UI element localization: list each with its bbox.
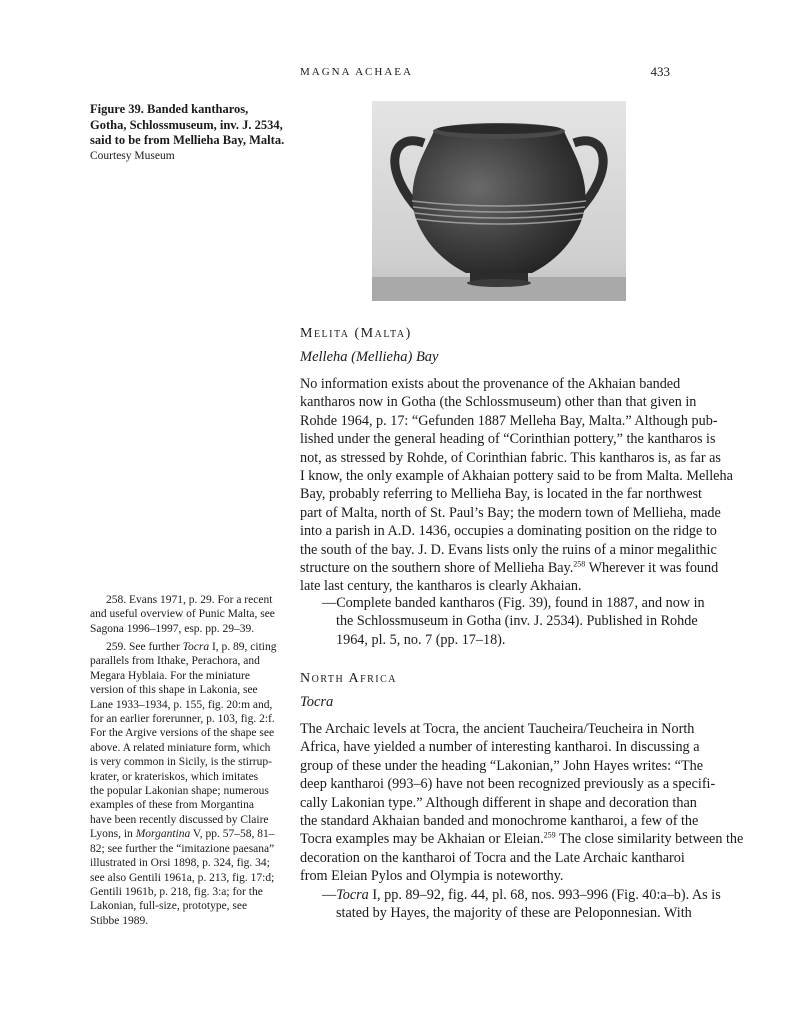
text-line: decoration on the kantharoi of Tocra and the Late Archaic kantharoi (300, 849, 685, 866)
running-head: MAGNA ACHAEA (300, 66, 413, 78)
text-line: Rohde 1964, p. 17: “Gefunden 1887 Melleha Bay, Malta.” Although pub- (300, 412, 718, 429)
text-segment: Lyons, in (90, 828, 136, 841)
footnote-line: illustrated in Orsi 1898, p. 324, fig. 34; (90, 857, 270, 870)
figure-credit: Courtesy Museum (90, 149, 175, 162)
text-segment: structure on the southern shore of Mellieha Bay. (300, 560, 574, 577)
subheading-melleha-bay: Melleha (Mellieha) Bay (300, 349, 439, 365)
text-line: the standard Akhaian banded and monochrome kantharoi, a few of the (300, 813, 699, 830)
footnote-line: parallels from Ithake, Perachora, and (90, 655, 260, 668)
footnote-ref-259[interactable]: 259 (543, 830, 556, 840)
text-line: No information exists about the provenance of the Akhaian banded (300, 376, 681, 392)
text-segment: I, pp. 89–92, fig. 44, pl. 68, nos. 993–996 (Fig. 40:a–b). As is (368, 887, 721, 903)
north-africa-paragraph (300, 720, 744, 886)
text-line: the south of the bay. J. D. Evans lists only the ruins of a minor megalithic (300, 541, 717, 558)
melita-catalogue-entry (322, 594, 705, 649)
footnote-line: examples of these from Morgantina (90, 799, 254, 812)
entry-line: 1964, pl. 5, no. 7 (pp. 17–18). (336, 631, 506, 648)
footnote-line: and useful overview of Punic Malta, see (90, 608, 275, 621)
figure-title (90, 102, 290, 149)
figure-caption (90, 102, 290, 164)
footnote-line: version of this shape in Lakonia, see (90, 684, 258, 697)
footnote-line: krater, or krateriskos, which imitates (90, 770, 259, 783)
text-line: late last century, the kantharos is clearly Akhaian. (300, 578, 582, 595)
entry-line: —Complete banded kantharos (Fig. 39), found in 1887, and now in (322, 595, 705, 611)
text-segment: Wherever it was found (585, 560, 719, 577)
footnote-258 (90, 593, 286, 636)
text-segment: V, pp. 57–58, 81– (190, 828, 275, 841)
entry-line: —Tocra I, pp. 89–92, fig. 44, pl. 68, nos. 993–996 (Fig. 40:a–b). As is (322, 887, 721, 903)
tocra-catalogue-entry (322, 886, 721, 923)
footnote-line: Sagona 1996–1997, esp. pp. 29–39. (90, 622, 255, 635)
text-line: Africa, have yielded a number of interesting kantharoi. In discussing a (300, 739, 700, 756)
footnote-line: Gentili 1961b, p. 218, fig. 3:a; for the (90, 885, 263, 898)
text-line: part of Malta, north of St. Paul’s Bay; the modern town of Mellieha, made (300, 504, 721, 521)
subheading-tocra: Tocra (300, 694, 334, 710)
footnote-ref-258[interactable]: 258 (573, 559, 586, 569)
text-segment: I, p. 89, citing (209, 641, 277, 653)
text-line: I know, the only example of Akhaian pottery said to be from Malta. Melleha (300, 468, 733, 485)
entry-line: stated by Hayes, the majority of these are Peloponnesian. With (336, 905, 692, 922)
footnote-line: have been recently discussed by Claire (90, 813, 269, 826)
footnote-line: 82; see further the “imitazione paesana” (90, 842, 275, 855)
footnote-line: the popular Lakonian shape; numerous (90, 785, 269, 798)
figure-title-line: said to be from Mellieha Bay, Malta. (90, 133, 285, 147)
kantharos-photo (372, 101, 626, 301)
footnote-259 (90, 640, 286, 928)
text-segment: The close similarity between the (555, 831, 744, 848)
footnote-line: For the Argive versions of the shape see (90, 727, 275, 740)
entry-line: the Schlossmuseum in Gotha (inv. J. 2534). Published in Rohde (336, 613, 698, 630)
section-heading-melita: Melita (Malta) (300, 326, 412, 341)
footnote-line (90, 827, 286, 841)
text-line: The Archaic levels at Tocra, the ancient Taucheira/Teucheira in North (300, 721, 695, 737)
text-segment: Tocra examples may be Akhaian or Eleian. (300, 831, 544, 848)
text-line: group of these under the heading “Lakonian,” John Hayes writes: “The (300, 757, 704, 774)
footnote-line: Lakonian, full-size, prototype, see (90, 900, 248, 913)
text-line: cally Lakonian type.” Although different in shape and decoration than (300, 794, 697, 811)
footnote-line: for an earlier forerunner, p. 103, fig. 2:f. (90, 713, 275, 726)
kantharos-image (372, 101, 626, 301)
tocra-ref: Tocra (182, 641, 210, 653)
text-line: into a parish in A.D. 1436, occupies a dominating position on the ridge to (300, 523, 717, 540)
figure-title-line: Gotha, Schlossmuseum, inv. J. 2534, (90, 117, 283, 132)
tocra-title: Tocra (336, 887, 369, 903)
text-line: kantharos now in Gotha (the Schlossmuseum) other than that given in (300, 394, 697, 411)
morgantina-ref: Morgantina (135, 828, 191, 841)
text-segment: 259. See further (106, 641, 183, 653)
section-heading-north-africa: North Africa (300, 671, 398, 686)
footnote-line: Lane 1933–1934, p. 155, fig. 20:m and, (90, 698, 273, 711)
page-number: 433 (650, 64, 670, 79)
text-line (300, 559, 719, 577)
footnote-line (90, 640, 286, 654)
footnote-line: 258. Evans 1971, p. 29. For a recent (106, 594, 273, 606)
text-line: not, as stressed by Rohde, of Corinthian fabric. This kantharos is, as far as (300, 449, 721, 466)
footnote-line: see also Gentili 1961a, p. 213, fig. 17:d; (90, 871, 275, 884)
text-line: lished under the general heading of “Corinthian pottery,” the kantharos is (300, 431, 716, 448)
footnote-line: Stibbe 1989. (90, 914, 149, 927)
text-line: deep kantharoi (993–6) have not been recognized previously as a specifi- (300, 776, 716, 793)
footnote-line: Megara Hyblaia. For the miniature (90, 669, 250, 682)
text-line: Bay, probably referring to Mellieha Bay, is located in the far northwest (300, 486, 702, 503)
melita-paragraph (300, 375, 733, 596)
figure-title-line: Figure 39. Banded kantharos, (90, 102, 249, 116)
text-line (300, 830, 744, 848)
text-line: from Eleian Pylos and Olympia is noteworthy. (300, 868, 564, 885)
footnote-line: above. A related miniature form, which (90, 741, 271, 754)
footnote-line: is very common in Sicily, is the stirrup- (90, 756, 272, 769)
